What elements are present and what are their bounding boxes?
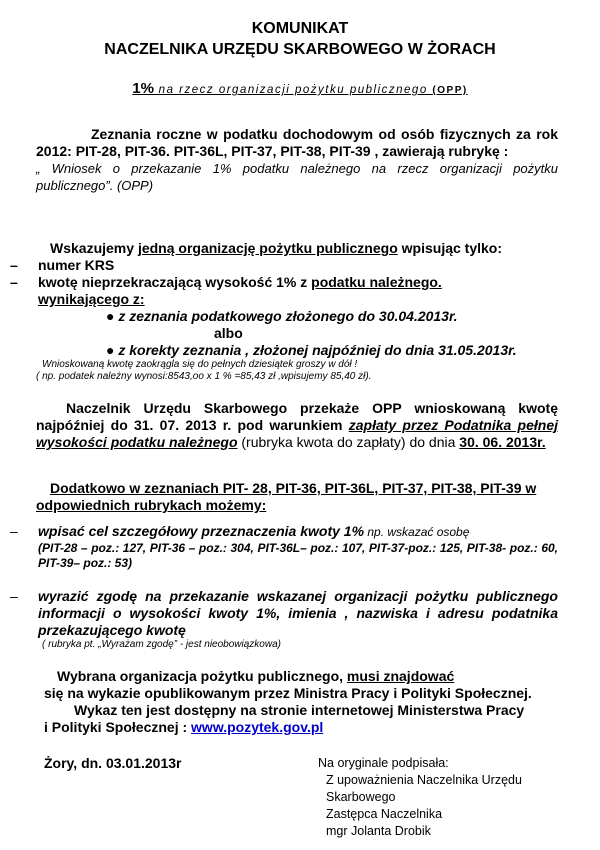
- place-date: Żory, dn. 03.01.2013r: [44, 755, 182, 771]
- p4-intro: Dodatkowo w zeznaniach PIT- 28, PIT-36, PIT-36L, PIT-37, PIT-38, PIT-39 w odpowiednich rubrykach możemy:: [36, 480, 537, 513]
- subtitle: [0, 80, 600, 97]
- p2-note2: ( np. podatek należny wynosi:8543,oo x 1 % =85,43 zł ,wpisujemy 85,40 zł).: [36, 371, 372, 382]
- p2-note1: Wnioskowaną kwotę zaokrągla się do pełnych dziesiątek groszy w dół !: [42, 359, 358, 370]
- subtitle-abbr: (OPP): [432, 85, 468, 96]
- paragraph-3: Naczelnik Urzędu Skarbowego przekaże OPP wnioskowaną kwotę najpóźniej do 31. 07. 2013 r. pod warunkiem zapłaty przez Podatnika pełnej wysokości podatku należnego (rubryka kwota do zapłaty) do dnia 30. 06. 2013r.: [36, 400, 558, 450]
- signature-block: Na oryginale podpisała: Z upoważnienia Naczelnika Urzędu Skarbowego Zastępca Naczelnika mgr Jolanta Drobik: [318, 756, 522, 838]
- p2-item2: – kwotę nieprzekraczającą wysokość 1% z podatku należnego.: [10, 274, 442, 290]
- title-line2: NACZELNIKA URZĘDU SKARBOWEGO W ŻORACH: [104, 41, 496, 58]
- p2-intro: Wskazujemy jedną organizację pożytku publicznego wpisując tylko:: [50, 240, 503, 256]
- subtitle-text: na rzecz organizacji pożytku publicznego: [153, 84, 433, 96]
- paragraph-4: [36, 480, 558, 514]
- p4-item1: – wpisać cel szczegółowy przeznaczenia kwoty 1% np. wskazać osobę (PIT-28 – poz.: 127, PIT-36 – poz.: 304, PIT-36L– poz.: 107, PIT-37-poz.: 125, PIT-38- poz.: 60, PIT-39– poz.: 53): [10, 523, 558, 570]
- title-line1: KOMUNIKAT: [251, 20, 349, 37]
- p1-quote: „ Wniosek o przekazanie 1% podatku należnego na rzecz organizacji pożytku publicznego”. (OPP): [36, 161, 558, 193]
- p1-text: Zeznania roczne w podatku dochodowym od osób fizycznych za rok 2012: PIT-28, PIT-36. PIT-36L, PIT-37, PIT-38, PIT-39 , zawierają rubrykę :: [36, 126, 558, 159]
- p2-bullet2: ● z korekty zeznania , złożonej najpóźniej do dnia 31.05.2013r.: [106, 342, 517, 358]
- paragraph-1: [36, 126, 558, 194]
- p2-albo: albo: [214, 325, 243, 341]
- p2-item2-cont: wynikającego z:: [38, 291, 145, 307]
- p4-item2: – wyrazić zgodę na przekazanie wskazanej organizacji pożytku publicznego informacji o wysokości kwoty 1%, imienia , nazwiska i adresu podatnika przekazującego kwotę ( rubryka pt. „Wyrażam zgodę” - jest nieobowiązkowa): [10, 588, 558, 650]
- paragraph-5: Wybrana organizacja pożytku publicznego, musi znajdować się na wykazie opublikowanym przez Ministra Pracy i Polityki Społecznej. Wykaz ten jest dostępny na stronie internetowej Ministerstwa Pracy i Polityki Społecznej : www.pozytek.gov.pl: [44, 668, 532, 735]
- p2-bullet1: ● z zeznania podatkowego złożonego do 30.04.2013r.: [106, 308, 458, 324]
- pozytek-link[interactable]: www.pozytek.gov.pl: [191, 719, 324, 735]
- p2-item1: – numer KRS: [10, 257, 115, 273]
- subtitle-percent: 1%: [132, 80, 154, 97]
- paragraph-2: [10, 240, 558, 383]
